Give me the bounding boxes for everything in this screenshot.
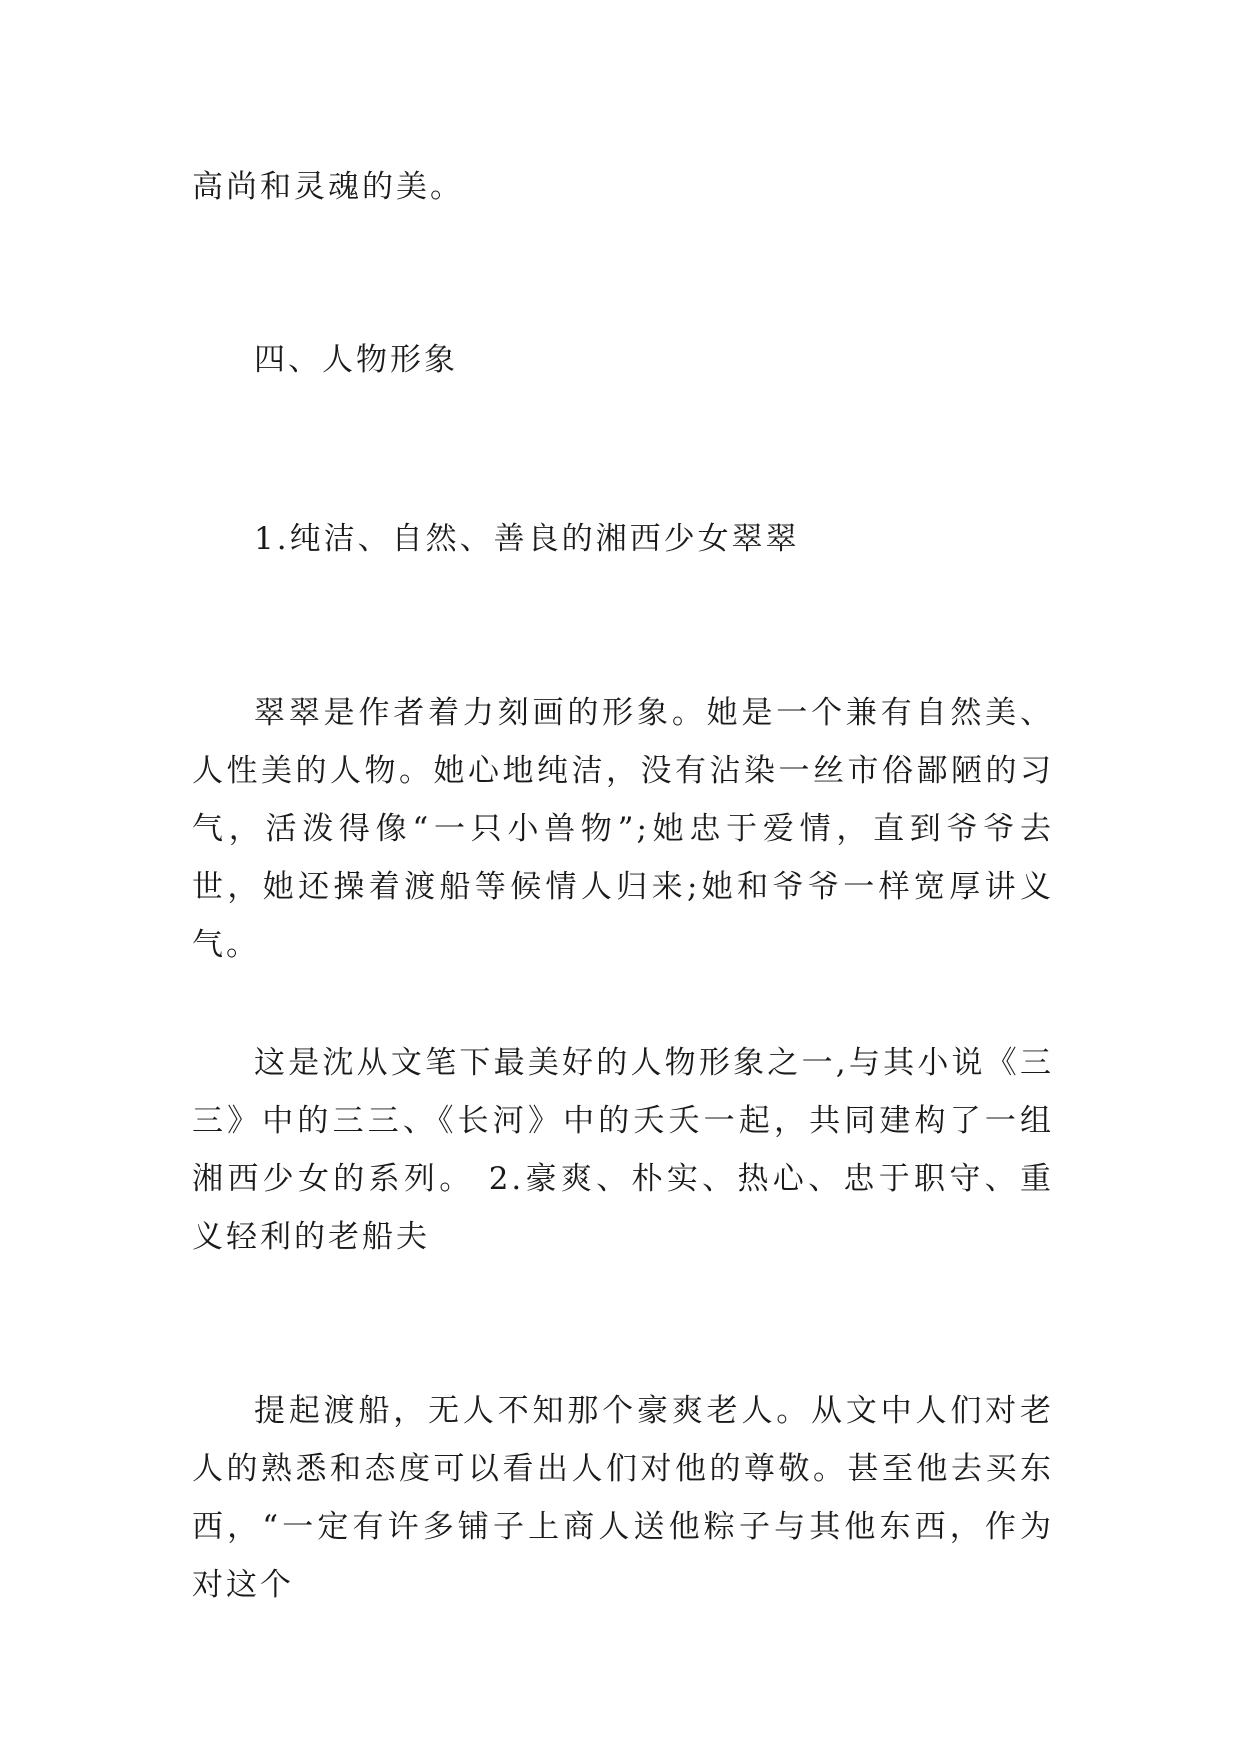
section-heading: 四、人物形象 [254, 342, 458, 378]
paragraph-continuation: 高尚和灵魂的美。 [192, 169, 464, 205]
paragraph-boatman: 提起渡船，无人不知那个豪爽老人。从文中人们对老人的熟悉和态度可以看出人们对他的尊敬。甚至他去买东西，“一定有许多铺子上商人送他粽子与其他东西，作为对这个 [192, 1393, 1054, 1603]
paragraph-cuicui: 翠翠是作者着力刻画的形象。她是一个兼有自然美、人性美的人物。她心地纯洁，没有沾染一丝市俗鄙陋的习气，活泼得像“一只小兽物”;她忠于爱情，直到爷爷去世，她还操着渡船等候情人归来;她和爷爷一样宽厚讲义气。 [192, 695, 1054, 963]
paragraph-series: 这是沈从文笔下最美好的人物形象之一,与其小说《三三》中的三三、《长河》中的夭夭一起，共同建构了一组湘西少女的系列。 2.豪爽、朴实、热心、忠于职守、重义轻利的老船夫 [192, 1045, 1054, 1255]
subsection-heading: 1.纯洁、自然、善良的湘西少女翠翠 [254, 521, 800, 557]
